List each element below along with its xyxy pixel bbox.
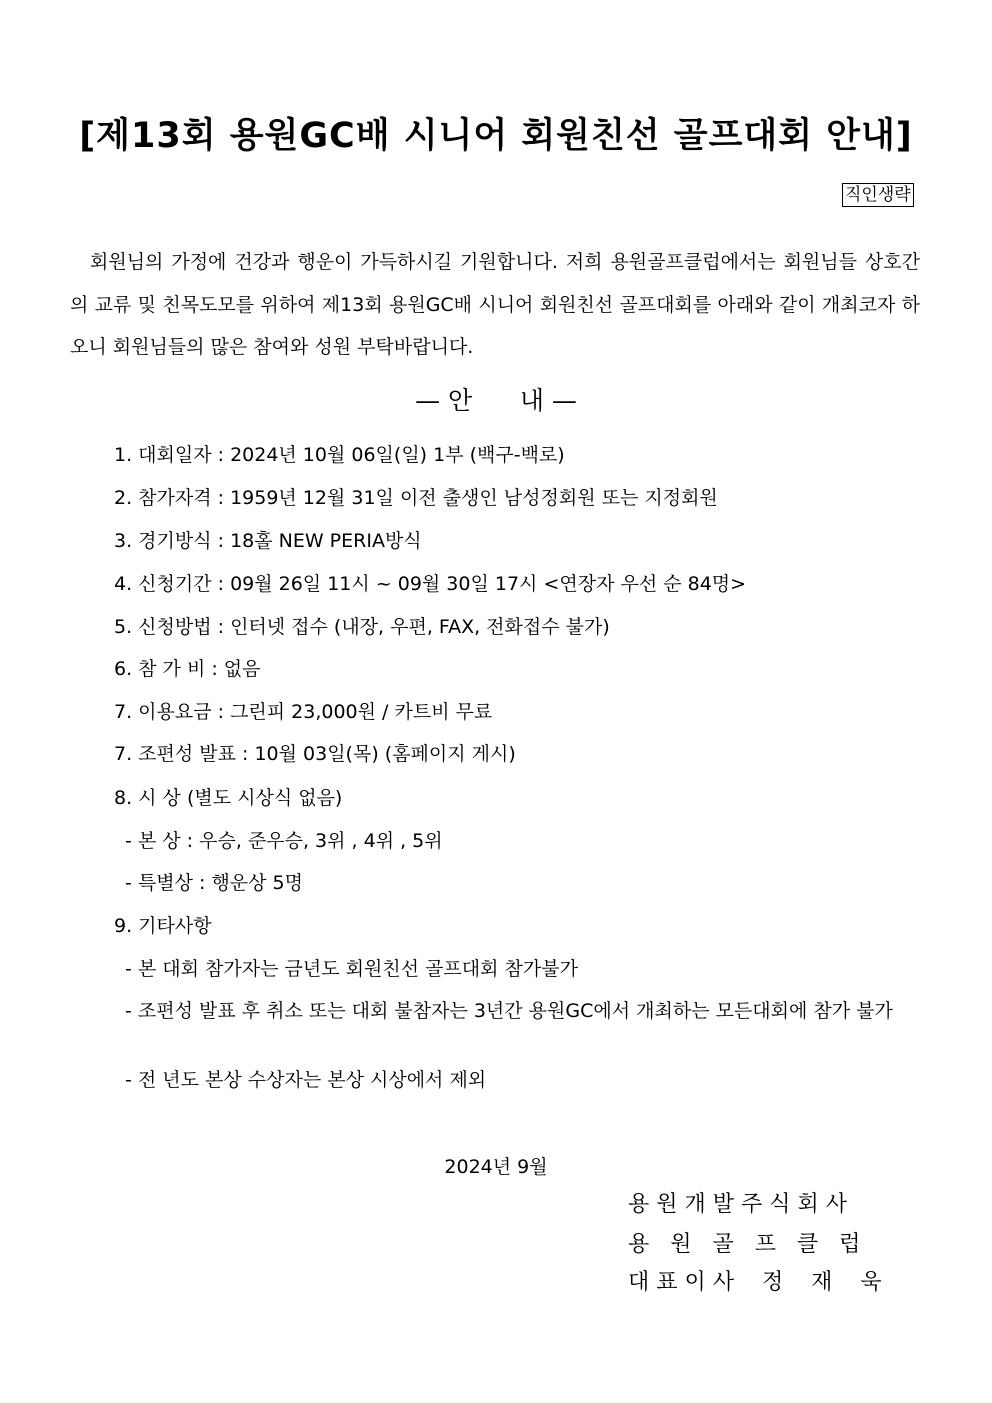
info-item-usage-fee: 7. 이용요금 : 그린피 23,000원 / 카트비 무료: [114, 701, 493, 723]
info-item-grouping: 7. 조편성 발표 : 10월 03일(목) (홈페이지 게시): [114, 743, 516, 765]
info-item-date: 1. 대회일자 : 2024년 10월 06일(일) 1부 (백구-백로): [114, 444, 565, 466]
info-item-period: 4. 신청기간 : 09월 26일 11시 ~ 09월 30일 17시 <연장자 우선 순 84명>: [114, 573, 747, 595]
info-item-fee: 6. 참 가 비 : 없음: [114, 658, 261, 680]
info-item-awards: 8. 시 상 (별도 시상식 없음): [114, 787, 343, 809]
issue-date: 2024년 9월: [444, 1156, 548, 1178]
misc-item: - 본 대회 참가자는 금년도 회원친선 골프대회 참가불가: [125, 958, 578, 980]
signature-club: 용 원 골 프 클 럽: [628, 1232, 861, 1257]
misc-title: 9. 기타사항: [114, 915, 212, 937]
intro-paragraph: 회원님의 가정에 건강과 행운이 가득하시길 기원합니다. 저희 용원골프클럽에서는 회원님들 상호간의 교류 및 친목도모를 위하여 제13회 용원GC배 시니어 회원친선 골프대회를 아래와 같이 개최코자 하오니 회원님들의 많은 참여와 성원 부탁바랍니다.: [70, 251, 920, 358]
page-title: [제13회 용원GC배 시니어 회원친선 골프대회 안내]: [79, 116, 913, 156]
signature-ceo: 대 표 이 사 정 재 욱: [628, 1270, 882, 1295]
misc-item: - 조편성 발표 후 취소 또는 대회 불참자는 3년간 용원GC에서 개최하는 모든대회에 참가 불가: [125, 1000, 893, 1022]
info-item-method: 5. 신청방법 : 인터넷 접수 (내장, 우편, FAX, 전화접수 불가): [114, 616, 610, 638]
misc-item: - 전 년도 본상 수상자는 본상 시상에서 제외: [125, 1069, 487, 1091]
info-item-format: 3. 경기방식 : 18홀 NEW PERIA방식: [114, 530, 422, 552]
award-main: - 본 상 : 우승, 준우승, 3위 , 4위 , 5위: [125, 830, 443, 852]
info-item-eligibility: 2. 참가자격 : 1959년 12월 31일 이전 출생인 남성정회원 또는 지정회원: [114, 487, 718, 509]
seal-omitted-badge: 직인생략: [842, 183, 914, 207]
section-heading: — 안 내 —: [415, 386, 577, 415]
signature-company: 용 원 개 발 주 식 회 사: [628, 1192, 847, 1217]
award-special: - 특별상 : 행운상 5명: [125, 872, 303, 894]
